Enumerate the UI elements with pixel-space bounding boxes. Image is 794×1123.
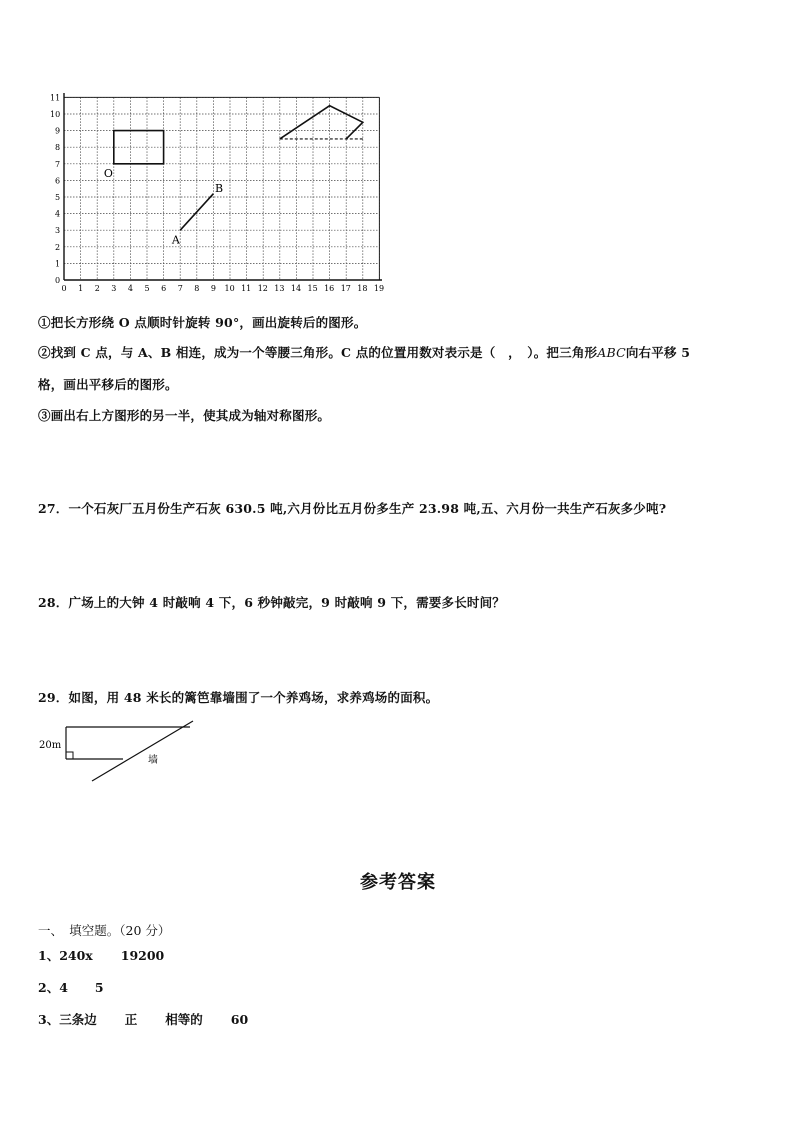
x-tick-label: 15 — [307, 284, 318, 293]
y-tick-label: 8 — [55, 143, 61, 153]
x-tick-label: 10 — [224, 284, 235, 293]
answers-title: 参考答案 — [360, 872, 436, 893]
question-29: 29．如图，用 48 米长的篱笆靠墙围了一个养鸡场，求养鸡场的面积。 — [38, 690, 439, 705]
answer-1-number: 1、 — [38, 948, 60, 963]
y-tick-label: 5 — [55, 193, 61, 202]
y-tick-label: 0 — [55, 276, 61, 285]
x-tick-label: 7 — [177, 284, 183, 293]
y-tick-label: 11 — [50, 93, 61, 103]
side-label-20m: 20m — [39, 740, 62, 751]
x-tick-label: 8 — [194, 284, 200, 293]
instruction-2 — [38, 343, 690, 361]
answer-1-value-2: 19200 — [120, 948, 165, 963]
answer-2 — [38, 978, 104, 996]
instruction-1: ①把长方形绕 O 点顺时针旋转 90°，画出旋转后的图形。 — [38, 315, 367, 330]
answers-section-heading: 一、 填空题。（20 分） — [38, 923, 171, 938]
y-tick-label: 9 — [55, 126, 61, 136]
answer-2-number: 2、 — [38, 980, 60, 995]
x-tick-label: 0 — [61, 284, 67, 293]
grid-figure — [40, 88, 400, 298]
x-tick-label: 2 — [94, 284, 100, 293]
x-tick-label: 18 — [357, 284, 368, 293]
x-tick-label: 3 — [111, 284, 117, 293]
y-tick-label: 6 — [55, 176, 61, 186]
instruction-2-part2: 向右平移 5 — [625, 345, 691, 360]
x-tick-label: 11 — [241, 284, 252, 293]
half-figure — [280, 106, 363, 139]
label-o: O — [103, 167, 113, 181]
answer-3-value-3: 相等的 — [165, 1012, 203, 1027]
x-tick-label: 1 — [78, 284, 84, 293]
label-a: A — [171, 233, 180, 247]
instruction-3: ③画出右上方图形的另一半，使其成为轴对称图形。 — [38, 408, 331, 423]
answer-1-value-1: 240x — [59, 948, 93, 963]
instruction-2-part1: ②找到 C 点，与 A、B 相连，成为一个等腰三角形。C 点的位置用数对表示是（ ， ）。把三角形 — [38, 345, 598, 360]
x-tick-label: 5 — [144, 284, 150, 293]
question-28: 28．广场上的大钟 4 时敲响 4 下，6 秒钟敲完，9 时敲响 9 下，需要多长时间？ — [38, 595, 505, 610]
y-tick-label: 3 — [55, 226, 61, 236]
answer-3-value-2: 正 — [124, 1012, 138, 1027]
answer-1 — [38, 946, 164, 964]
wall-line — [92, 721, 193, 781]
label-b: B — [215, 182, 224, 196]
wall-label: 墙 — [148, 755, 158, 766]
instruction-2-line2: 格，画出平移后的图形。 — [38, 377, 178, 392]
x-tick-label: 16 — [324, 284, 335, 293]
q29-figure — [38, 718, 208, 788]
y-tick-label: 2 — [55, 242, 61, 252]
answer-2-value-2: 5 — [94, 980, 104, 995]
x-tick-label: 12 — [257, 284, 268, 293]
x-tick-label: 17 — [340, 284, 351, 293]
answer-3 — [38, 1010, 248, 1028]
question-27: 27．一个石灰厂五月份生产石灰 630.5 吨,六月份比五月份多生产 23.98 吨,五、六月份一共生产石灰多少吨? — [38, 501, 667, 516]
instruction-2-abc: ABC — [597, 345, 626, 360]
x-tick-label: 13 — [274, 284, 285, 293]
x-tick-label: 19 — [373, 284, 385, 293]
right-angle-mark — [66, 752, 73, 759]
y-tick-label: 1 — [55, 259, 61, 269]
answer-3-value-4: 60 — [230, 1012, 249, 1027]
answer-3-value-1: 三条边 — [59, 1012, 97, 1027]
answer-3-number: 3、 — [38, 1012, 60, 1027]
y-tick-label: 10 — [50, 110, 61, 119]
x-tick-label: 9 — [210, 284, 216, 293]
x-tick-label: 6 — [161, 284, 167, 293]
answer-2-value-1: 4 — [59, 980, 68, 995]
y-tick-label: 7 — [55, 159, 61, 169]
x-tick-label: 4 — [127, 284, 133, 293]
x-tick-label: 14 — [290, 284, 302, 293]
y-tick-label: 4 — [55, 209, 61, 219]
